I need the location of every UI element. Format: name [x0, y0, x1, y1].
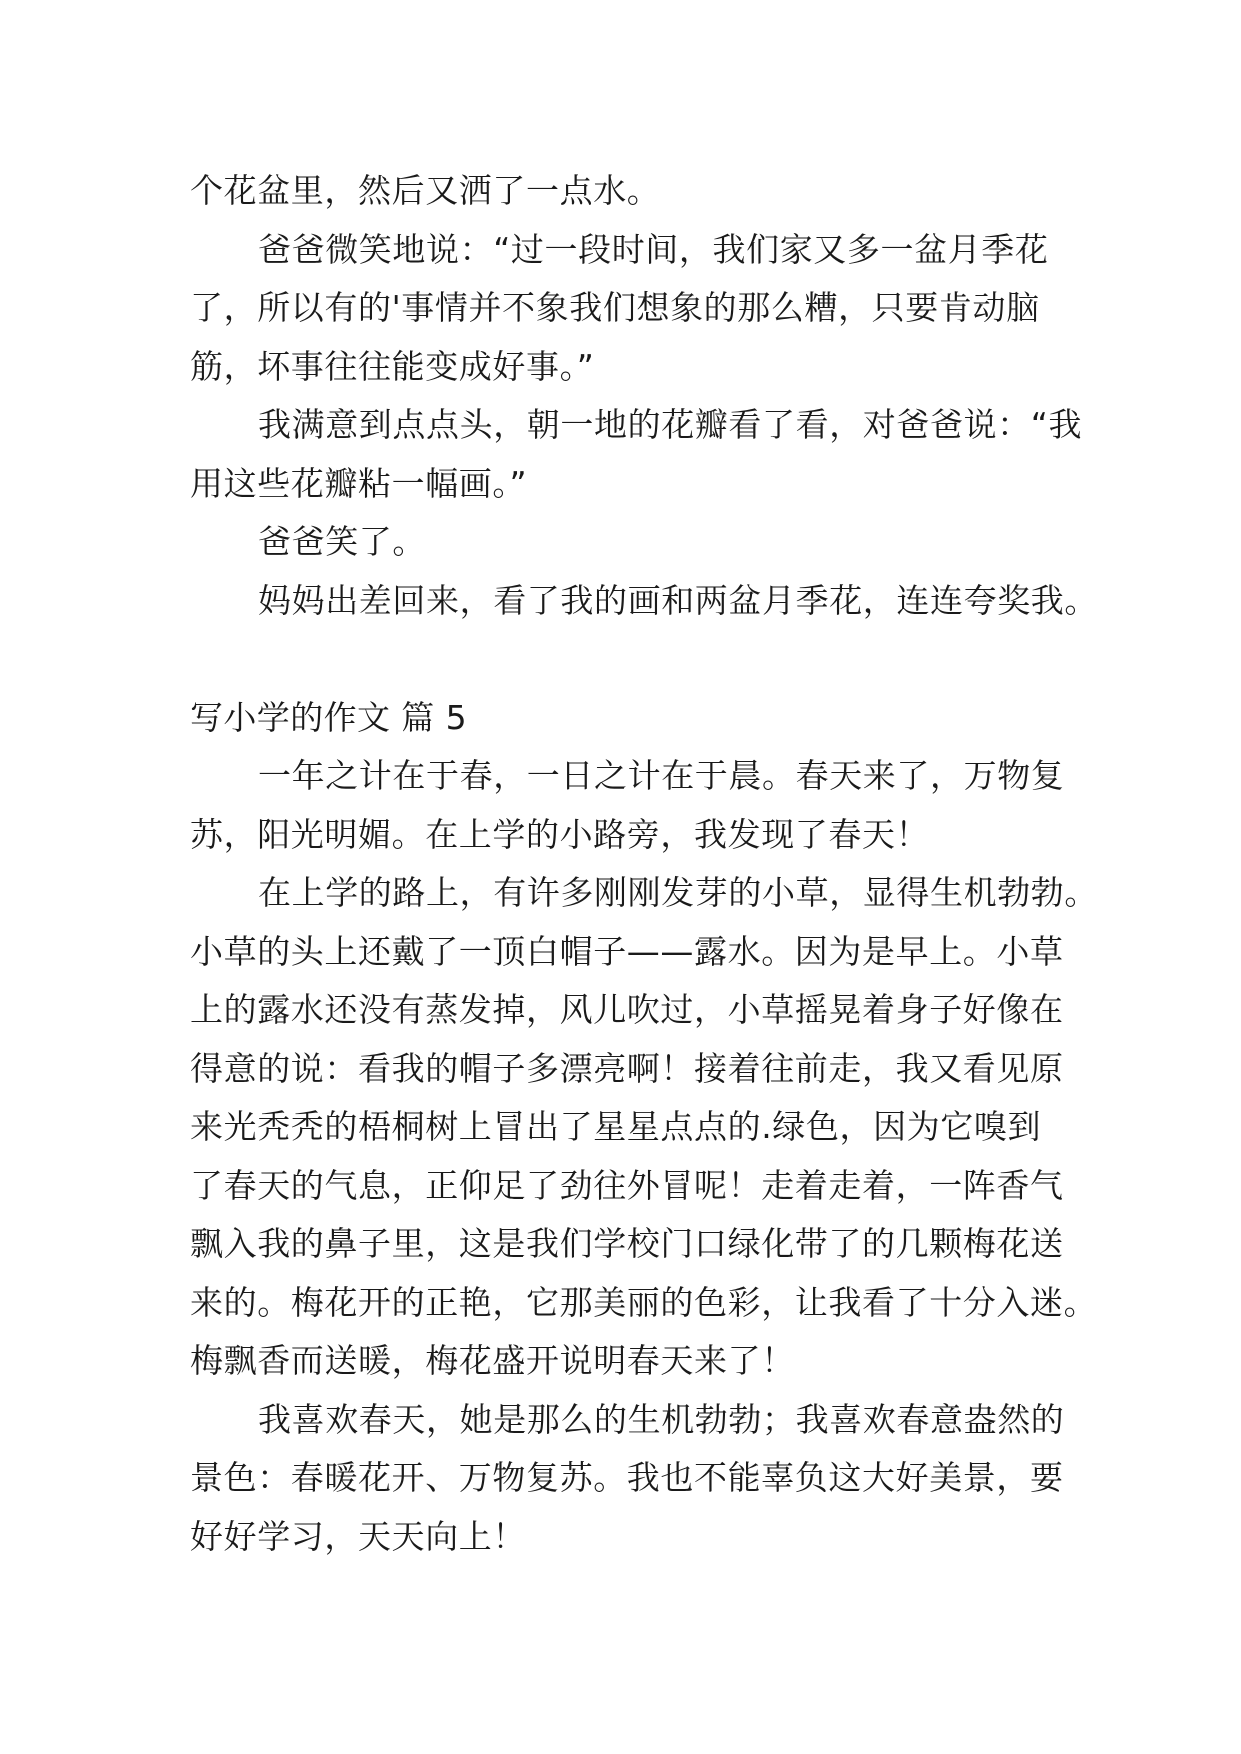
paragraph-start: 我喜欢春天，她是那么的生机勃勃；我喜欢春意盎然的 — [258, 1399, 1065, 1439]
paragraph-start: 妈妈出差回来，看了我的画和两盆月季花，连连夸奖我。 — [258, 580, 1098, 620]
text-line: 苏，阳光明媚。在上学的小路旁，我发现了春天！ — [190, 814, 930, 854]
text-line: 上的露水还没有蒸发掉，风儿吹过，小草摇晃着身子好像在 — [190, 990, 1064, 1029]
text-line: 筋，坏事往往能变成好事。” — [190, 346, 595, 386]
paragraph-start: 我满意到点点头，朝一地的花瓣看了看，对爸爸说：“我 — [258, 405, 1083, 444]
text-line: 来光秃秃的梧桐树上冒出了星星点点的.绿色，因为它嗅到 — [190, 1107, 1042, 1146]
text-line: 好好学习，天天向上！ — [190, 1516, 526, 1556]
paragraph-start: 爸爸笑了。 — [258, 522, 426, 561]
text-line: 小草的头上还戴了一顶白帽子——露水。因为是早上。小草 — [190, 931, 1064, 971]
text-line: 来的。梅花开的正艳，它那美丽的色彩，让我看了十分入迷。 — [190, 1282, 1098, 1322]
text-line: 用这些花瓣粘一幅画。” — [190, 463, 528, 503]
paragraph-start: 一年之计在于春，一日之计在于晨。春天来了，万物复 — [258, 756, 1065, 795]
text-line: 景色：春暖花开、万物复苏。我也不能辜负这大好美景，要 — [190, 1458, 1064, 1497]
text-line: 个花盆里，然后又洒了一点水。 — [190, 171, 661, 210]
text-line: 了春天的气息，正仰足了劲往外冒呢！走着走着，一阵香气 — [190, 1165, 1064, 1205]
paragraph-start: 爸爸微笑地说：“过一段时间，我们家又多一盆月季花 — [258, 229, 1049, 269]
section-gap — [190, 630, 1060, 689]
text-line: 得意的说：看我的帽子多漂亮啊！接着往前走，我又看见原 — [190, 1048, 1064, 1088]
text-line: 了，所以有的'事情并不象我们想象的那么糟，只要肯动脑 — [190, 288, 1040, 327]
text-line: 梅飘香而送暖，梅花盛开说明春天来了！ — [190, 1341, 795, 1380]
text-line: 飘入我的鼻子里，这是我们学校门口绿化带了的几颗梅花送 — [190, 1224, 1064, 1263]
document-body — [190, 162, 1098, 1566]
paragraph-start: 在上学的路上，有许多刚刚发芽的小草，显得生机勃勃。 — [258, 873, 1098, 912]
section-heading: 写小学的作文 篇 5 — [190, 697, 467, 737]
